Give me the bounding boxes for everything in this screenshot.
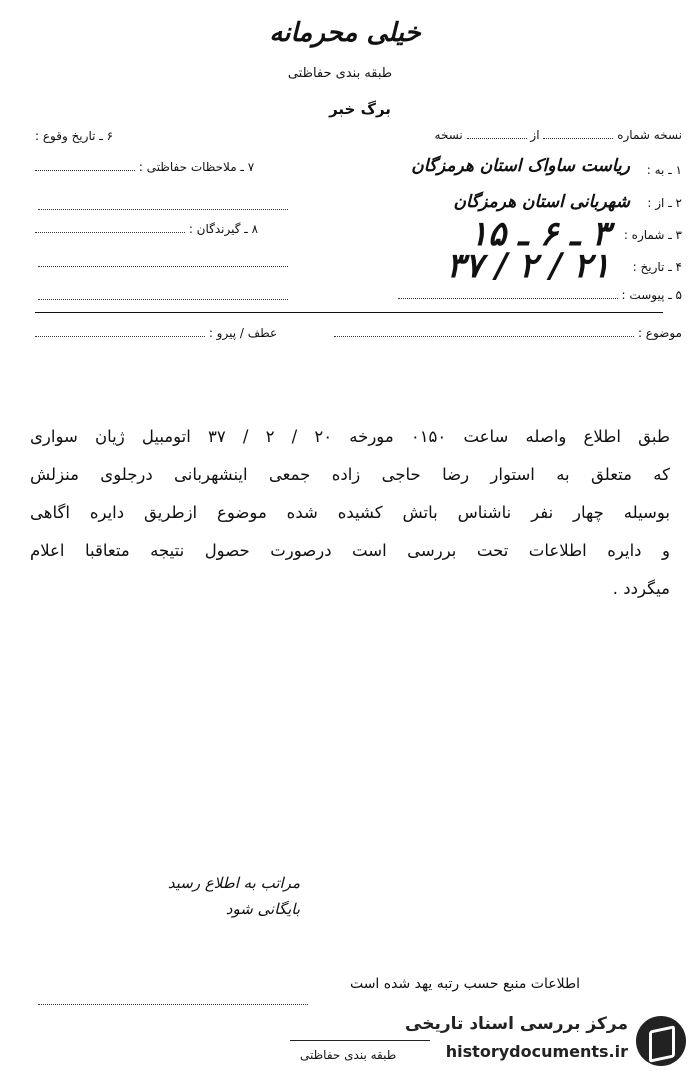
- report-body: [30, 418, 670, 608]
- copy-of-label: از: [530, 128, 540, 142]
- field-number-value: ۳ ـ ۶ ـ ۱۵: [469, 214, 610, 254]
- copy-number-label: نسخه شماره: [617, 128, 682, 142]
- watermark-text-en: historydocuments.ir: [445, 1042, 628, 1061]
- field-number-label: ۳ ـ شماره :: [623, 228, 682, 242]
- field-security-notes: [35, 160, 254, 174]
- header-divider: [35, 312, 663, 313]
- field-reference-label: عطف / پیرو :: [208, 326, 278, 340]
- body-line-4: و دایره اطلاعات تحت بررسی است درصورت حصول نتیجه متعاقبا اعلام: [30, 541, 670, 560]
- field-to-value: ریاست ساواک استان هرمزگان: [411, 156, 630, 176]
- field-date-value: ۲۱ / ۲ / ۳۷: [446, 246, 610, 286]
- field-recipients: [35, 222, 258, 236]
- copy-number-row: [435, 128, 682, 142]
- classification-label: طبقه بندی حفاظتی: [287, 66, 393, 81]
- handwritten-notes: [40, 870, 300, 922]
- footer-status-line: اطلاعات منبع حسب رتبه یهد شده است: [349, 976, 580, 992]
- archive-logo-icon: [636, 1016, 686, 1066]
- field-to-label: ۱ ـ به :: [646, 163, 682, 177]
- field-subject-label: موضوع :: [637, 326, 682, 340]
- footer-classification: طبقه بندی حفاظتی: [300, 1048, 397, 1062]
- body-line-5: میگردد .: [612, 579, 670, 598]
- field-reference: [35, 326, 277, 340]
- field-from: [647, 196, 682, 210]
- body-line-3: بوسیله چهار نفر ناشناس باتش کشیده شده موضوع ازطریق دایره اگاهی: [30, 503, 670, 522]
- body-line-1: طبق اطلاع واصله ساعت ۰۱۵۰ مورخه ۲۰ / ۲ / ۳۷ اتومبیل ژیان سواری: [30, 427, 670, 446]
- field-security-notes-label: ۷ ـ ملاحظات حفاظتی :: [138, 160, 255, 174]
- body-line-2: که متعلق به استوار رضا حاجی زاده جمعی اینشهربانی درجلوی منزلش: [30, 465, 670, 484]
- field-from-value: شهربانی استان هرمزگان: [453, 192, 630, 212]
- field-number: [624, 228, 682, 242]
- handwritten-note-2: بایگانی شود: [225, 900, 300, 918]
- watermark-logo: [405, 1010, 692, 1072]
- watermark-text-fa: مرکز بررسی اسناد تاریخی: [405, 1014, 628, 1034]
- field-occurrence-date: [35, 129, 113, 143]
- top-secrecy-stamp: خیلی محرمانه: [269, 18, 421, 48]
- handwritten-note-1: مراتب به اطلاع رسید: [167, 874, 300, 892]
- footer-divider: [290, 1040, 430, 1041]
- copy-label: نسخه: [434, 128, 463, 142]
- field-attachment-label: ۵ ـ پیوست :: [621, 288, 682, 302]
- field-subject: [334, 326, 682, 340]
- field-to: [647, 163, 682, 177]
- field-from-label: ۲ ـ از :: [647, 196, 682, 210]
- field-occurrence-date-label: ۶ ـ تاریخ وقوع :: [35, 129, 114, 143]
- field-date-label: ۴ ـ تاریخ :: [632, 260, 682, 274]
- form-title: برگ خبر: [329, 100, 391, 118]
- field-attachment: [398, 288, 682, 302]
- field-recipients-label: ۸ ـ گیرندگان :: [188, 222, 259, 236]
- field-date: [633, 260, 682, 274]
